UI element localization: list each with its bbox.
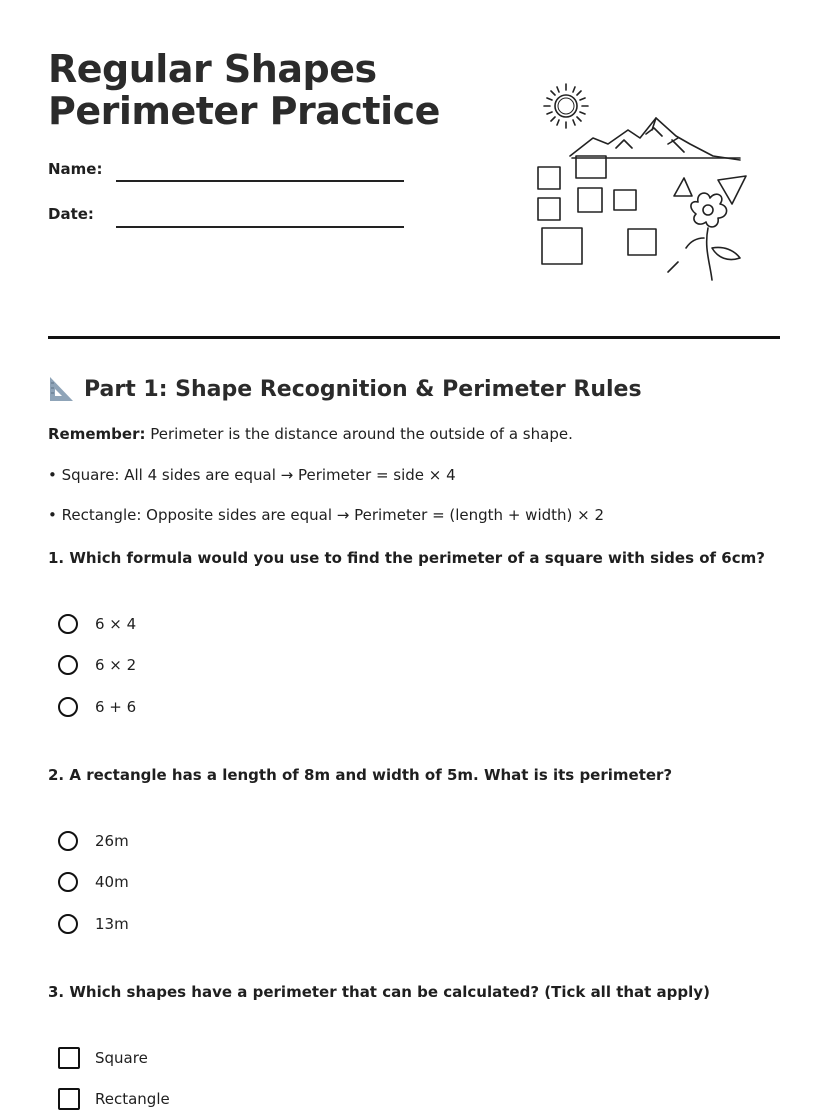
squares-group bbox=[538, 156, 656, 264]
rule-rectangle: • Rectangle: Opposite sides are equal → Perimeter = (length + width) × 2 bbox=[48, 506, 605, 524]
option-label: 6 × 4 bbox=[95, 615, 137, 633]
flower-icon bbox=[686, 193, 740, 280]
title-line-2: Perimeter Practice bbox=[48, 89, 440, 133]
q1-option-3[interactable] bbox=[58, 694, 136, 720]
sun-icon bbox=[544, 84, 588, 128]
header-divider bbox=[48, 336, 780, 339]
option-label: 40m bbox=[95, 873, 129, 891]
date-label: Date: bbox=[48, 205, 94, 223]
radio-button[interactable] bbox=[58, 831, 78, 851]
name-field[interactable] bbox=[116, 180, 404, 182]
mountains-icon bbox=[570, 118, 740, 160]
pencil-line bbox=[668, 262, 678, 272]
shapes-landscape-illustration bbox=[528, 78, 758, 290]
option-label: 26m bbox=[95, 832, 129, 850]
radio-button[interactable] bbox=[58, 655, 78, 675]
radio-button[interactable] bbox=[58, 697, 78, 717]
question-3: 3. Which shapes have a perimeter that can be calculated? (Tick all that apply) bbox=[48, 983, 710, 1001]
remember-text: Perimeter is the distance around the outside of a shape. bbox=[145, 425, 573, 443]
name-label: Name: bbox=[48, 160, 103, 178]
option-label: 6 × 2 bbox=[95, 656, 137, 674]
q2-option-3[interactable] bbox=[58, 911, 129, 937]
option-label: Rectangle bbox=[95, 1090, 170, 1108]
worksheet-title bbox=[48, 48, 440, 132]
q3-option-1[interactable] bbox=[58, 1045, 148, 1071]
q1-option-2[interactable] bbox=[58, 652, 136, 678]
remember-label: Remember: bbox=[48, 425, 146, 443]
radio-button[interactable] bbox=[58, 914, 78, 934]
remember-paragraph bbox=[48, 425, 573, 443]
part-1-title: Part 1: Shape Recognition & Perimeter Rules bbox=[84, 376, 642, 402]
q2-option-2[interactable] bbox=[58, 869, 129, 895]
q3-option-2[interactable] bbox=[58, 1086, 170, 1112]
rule-square: • Square: All 4 sides are equal → Perimeter = side × 4 bbox=[48, 466, 456, 484]
q1-option-1[interactable] bbox=[58, 611, 136, 637]
question-2: 2. A rectangle has a length of 8m and width of 5m. What is its perimeter? bbox=[48, 766, 673, 784]
checkbox[interactable] bbox=[58, 1047, 80, 1069]
option-label: 6 + 6 bbox=[95, 698, 137, 716]
set-square-icon bbox=[48, 375, 74, 403]
q2-option-1[interactable] bbox=[58, 828, 129, 854]
question-1: 1. Which formula would you use to find the perimeter of a square with sides of 6cm? bbox=[48, 549, 765, 567]
option-label: Square bbox=[95, 1049, 148, 1067]
title-line-1: Regular Shapes bbox=[48, 47, 377, 91]
checkbox[interactable] bbox=[58, 1088, 80, 1110]
triangles-group bbox=[674, 176, 746, 204]
radio-button[interactable] bbox=[58, 872, 78, 892]
radio-button[interactable] bbox=[58, 614, 78, 634]
option-label: 13m bbox=[95, 915, 129, 933]
part-1-heading bbox=[48, 372, 642, 406]
date-field[interactable] bbox=[116, 226, 404, 228]
